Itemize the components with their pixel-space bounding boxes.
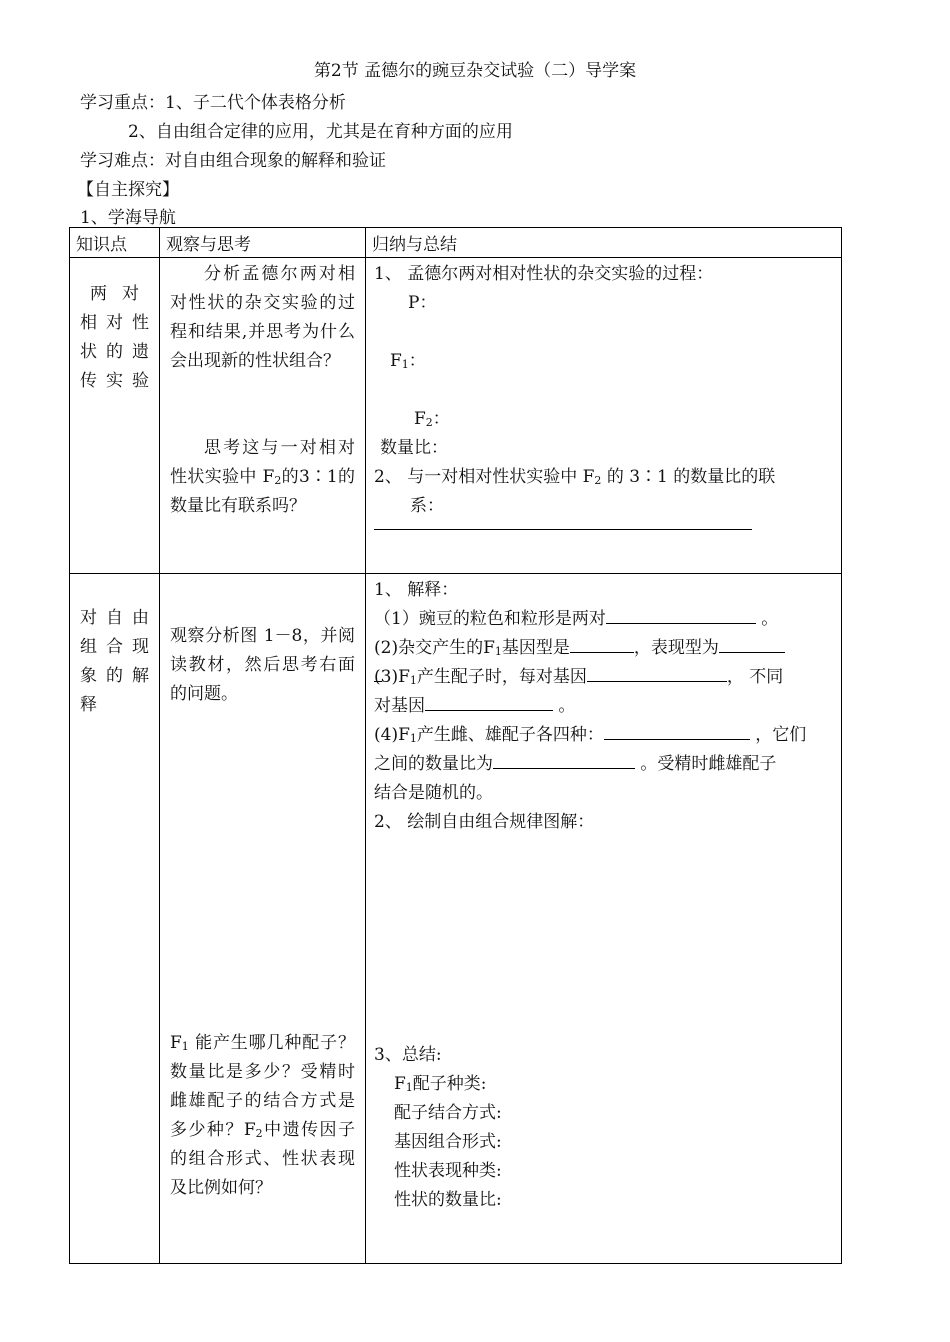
difficulty: 学习难点：对自由组合现象的解释和验证 xyxy=(80,151,386,171)
page-title: 第2节 孟德尔的豌豆杂交试验（二）导学案 xyxy=(313,61,637,81)
observe-text-2: 思考这与一对相对性状实验中 $F_2$的3∶1的数量比有联系吗？ xyxy=(170,438,355,516)
summary-cell: 1、 孟德尔两对相对性状的杂交实验的过程： P： $F_1$： $F_2$： 数量比： 2、 与一对相对性状实验中 $F_2$ 的 3∶1 的数量比的联 系： xyxy=(366,258,842,574)
header-summary: 归纳与总结 xyxy=(366,228,842,258)
header-observe: 观察与思考 xyxy=(160,228,366,258)
observe-cell xyxy=(160,258,366,574)
observe-text: 分析孟德尔两对相对性状的杂交实验的过程和结果,并思考为什么会出现新的性状组合？ xyxy=(170,264,355,371)
answer-line xyxy=(374,527,752,530)
header-knowledge: 知识点 xyxy=(70,228,160,258)
focus-2: 2、自由组合定律的应用，尤其是在育种方面的应用 xyxy=(128,122,513,142)
table-row xyxy=(70,574,842,1264)
focus-1: 学习重点：1、子二代个体表格分析 xyxy=(80,93,346,113)
observe-cell xyxy=(160,574,366,1264)
study-table xyxy=(69,227,842,1264)
summary-cell: 1、 解释： （1）豌豆的粒色和粒形是两对 。 (2)杂交产生的$F_1$基因型是 ，表现型为 $(3)F_1$产生配子时，每对基因 ， 不同 对基因 。 $(4)F_1$产生雌、雄配子各四种： ，它们 之间的数量比为 。受精时雌雄配子 结合是随机的。 2、 绘制自由组合规律图解： 3、总结: $F_1$配子种类: 配子结合方式: 基因组合形式: 性状表现种类: 性状的数量比: xyxy=(366,574,842,1264)
section-heading: 【自主探究】 xyxy=(77,180,179,200)
observe-text-2: $F_1$ 能产生哪几种配子？数量比是多少？受精时雌雄配子的结合方式是多少种？$F_2$中遗传因子的组合形式、性状表现及比例如何？ xyxy=(170,1033,356,1198)
knowledge-cell: 两 对 相 对 性 状 的 遗 传实验 xyxy=(70,258,160,574)
table-header-row xyxy=(70,228,842,258)
table-row xyxy=(70,258,842,574)
observe-text: 观察分析图 1－8，并阅读教材，然后思考右面的问题。 xyxy=(170,626,355,704)
sub-section-heading: 1、学海导航 xyxy=(80,208,176,228)
knowledge-cell: 对 自 由 组 合 现 象 的 解 释 xyxy=(70,574,160,1264)
